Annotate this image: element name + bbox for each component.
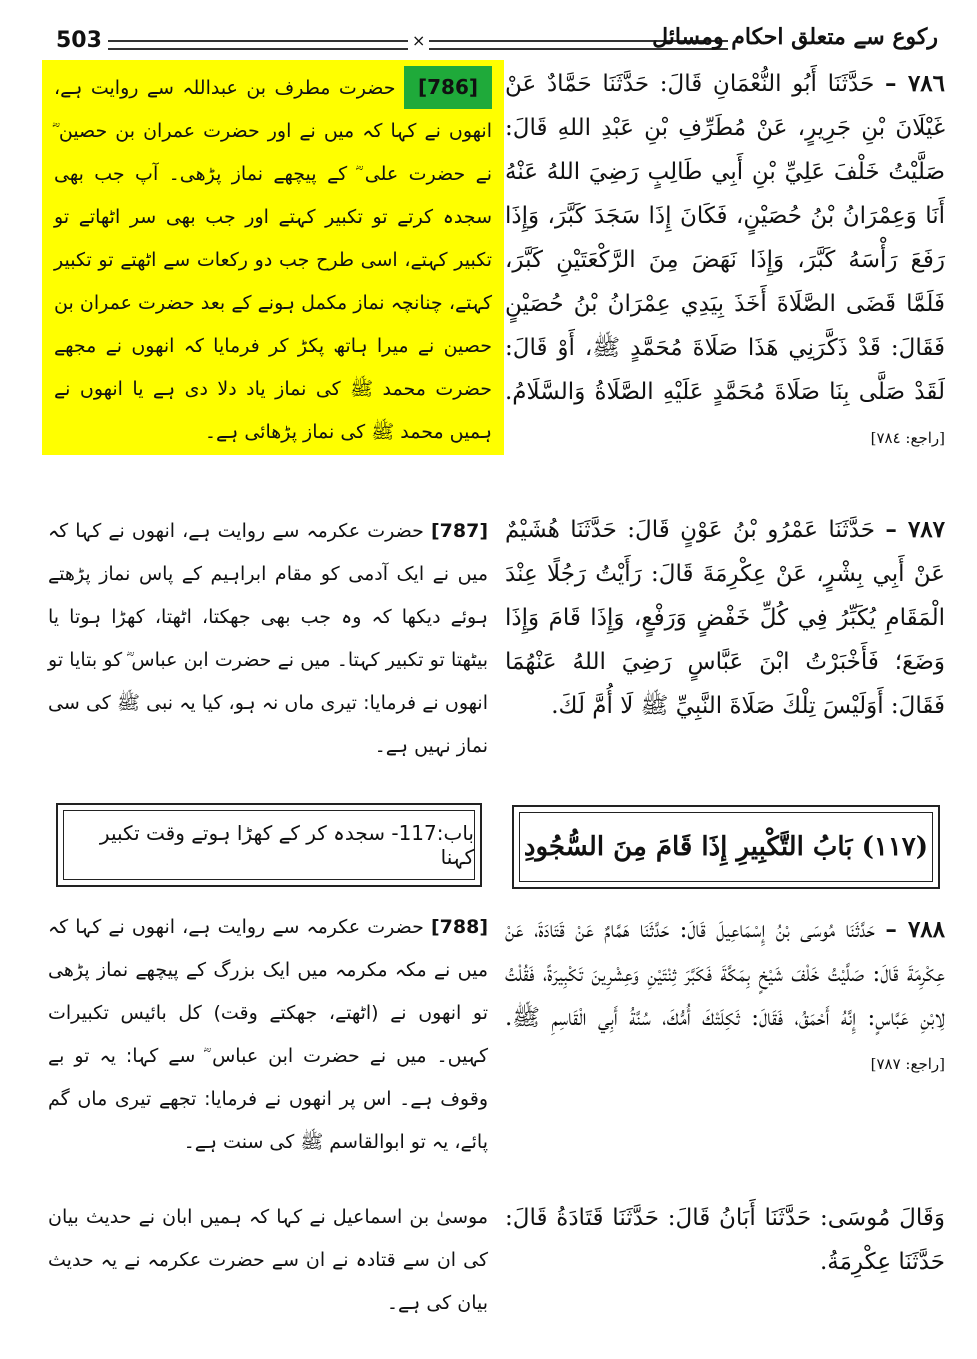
hadith-translation: حضرت مطرف بن عبداللہ سے روایت ہے، انھوں نے کہا کہ میں نے اور حضرت عمران بن حصین ؓ نے حضرت علی ؓ کے پیچھے نماز پڑھی۔ آپ جب بھی سجدہ کرتے تو تکبیر کہتے اور جب بھی سر اٹھاتے تو تکبیر کہتے، اسی طرح جب دو رکعات سے اٹھتے تو تکبیر کہتے، چنانچہ نماز مکمل ہونے کے بعد حضرت عمران بن حصین نے میرا ہاتھ پکڑ کر فرمایا کہ انھوں نے مجھے حضرت محمد ﷺ کی نماز یاد دلا دی ہے یا انھوں نے ہمیں محمد ﷺ کی نماز پڑھائی ہے۔ [54, 77, 492, 443]
chapter-heading-text: (١١٧) بَابُ التَّكْبِيرِ إِذَا قَامَ مِنَ السُّجُودِ [519, 812, 933, 882]
hadith-number: ٧٨٨ – [885, 916, 945, 943]
hadith-text: حَدَّثَنَا عَمْرُو بْنُ عَوْنٍ قَالَ: حَدَّثَنَا هُشَيْمٌ عَنْ أَبِي بِشْرٍ، عَنْ عِكْرِمَةَ قَالَ: رَأَيْتُ رَجُلًا عِنْدَ الْمَقَامِ يُكَبِّرُ فِي كُلِّ خَفْضٍ وَرَفْعٍ، وَإِذَا قَامَ وَإِذَا وَضَعَ؛ فَأَخْبَرْتُ ابْنَ عَبَّاسٍ رَضِيَ اللهُ عَنْهُمَا فَقَالَ: أَوَلَيْسَ تِلْكَ صَلَاةَ النَّبِيِّ ﷺ لَا أُمَّ لَكَ. [505, 517, 945, 719]
mualaq-text: وَقَالَ مُوسَى: حَدَّثَنَا أَبَانُ قَالَ: حَدَّثَنَا قَتَادَةُ قَالَ: حَدَّثَنَا عِكْرِمَةُ. [505, 1205, 945, 1275]
hadith-786-arabic [505, 62, 945, 460]
hadith-number-badge: [786] [404, 66, 492, 109]
hadith-translation: حضرت عکرمہ سے روایت ہے، انھوں نے کہا کہ میں نے ایک آدمی کو مقام ابراہیم کے پاس نماز پڑھتے ہوئے دیکھا کہ وہ جب بھی جھکتا، اٹھتا، کھڑا ہوتا یا بیٹھتا تو تکبیر کہتا۔ میں نے حضرت ابن عباس ؓ کو بتایا تو انھوں نے فرمایا: تیری ماں نہ ہو، کیا یہ نبی ﷺ کی سی نماز نہیں ہے۔ [48, 520, 488, 757]
hadith-787-urdu [48, 510, 488, 768]
chapter-heading-urdu [56, 803, 482, 887]
hadith-788-arabic [505, 908, 945, 1086]
hadith-786-urdu [42, 60, 504, 455]
hadith-text: حَدَّثَنَا مُوسَى بْنُ إِسْمَاعِيلَ قَالَ: حَدَّثَنَا هَمَّامٌ عَنْ قَتَادَةَ، عَنْ عِكْرِمَةَ قَالَ: صَلَّيْتُ خَلْفَ شَيْخٍ بِمَكَّةَ فَكَبَّرَ ثِنْتَيْنِ وَعِشْرِينَ تَكْبِيرَةً، فَقُلْتُ لِابْنِ عَبَّاسٍ: إِنَّهُ أَحْمَقُ، فَقَالَ: ثَكِلَتْكَ أُمُّكَ، سُنَّةُ أَبِي الْقَاسِمِ ﷺ. [505, 917, 945, 1031]
hadith-787-arabic [505, 508, 945, 728]
hadith-number: ٧٨٦ – [885, 70, 945, 97]
hadith-translation: حضرت عکرمہ سے روایت ہے، انھوں نے کہا کہ میں نے مکہ مکرمہ میں ایک بزرگ کے پیچھے نماز پڑھی تو انھوں نے (اٹھتے، جھکتے وقت) کل بائیس تکبیرات کہیں۔ میں نے حضرت ابن عباس ؓ سے کہا: یہ تو بے وقوف ہے۔ اس پر انھوں نے فرمایا: تجھے تیری ماں گم پائے، یہ تو ابوالقاسم ﷺ کی سنت ہے۔ [48, 916, 488, 1153]
page-header [38, 22, 938, 62]
chapter-title: رکوع سے متعلق احکام ومسائل [652, 24, 938, 50]
mualaq-translation: موسیٰ بن اسماعیل نے کہا کہ ہمیں ابان نے حدیث بیان کی ان سے قتادہ نے ان سے حضرت عکرمہ نے یہ حدیث بیان کی ہے۔ [48, 1206, 488, 1314]
hadith-reference: [راجع: ٧٨٧] [870, 1055, 945, 1073]
hadith-text: حَدَّثَنَا أَبُو النُّعْمَانِ قَالَ: حَدَّثَنَا حَمَّادٌ عَنْ غَيْلَانَ بْنِ جَرِيرٍ، عَنْ مُطَرِّفِ بْنِ عَبْدِ اللهِ قَالَ: صَلَّيْتُ خَلْفَ عَلِيِّ بْنِ أَبِي طَالِبٍ رَضِيَ اللهُ عَنْهُ أَنَا وَعِمْرَانُ بْنُ حُصَيْنٍ، فَكَانَ إِذَا سَجَدَ كَبَّرَ، وَإِذَا رَفَعَ رَأْسَهُ كَبَّرَ، وَإِذَا نَهَضَ مِنَ الرَّكْعَتَيْنِ كَبَّرَ، فَلَمَّا قَضَى الصَّلَاةَ أَخَذَ بِيَدِي عِمْرَانُ بْنُ حُصَيْنٍ فَقَالَ: قَدْ ذَكَّرَنِي هَذَا صَلَاةَ مُحَمَّدٍ ﷺ، أَوْ قَالَ: لَقَدْ صَلَّى بِنَا صَلَاةَ مُحَمَّدٍ عَلَيْهِ الصَّلَاةُ وَالسَّلَامُ. [505, 71, 945, 405]
page-number: 503 [56, 28, 102, 53]
header-rule: × [108, 40, 728, 50]
hadith-number: ٧٨٧ – [885, 516, 945, 543]
chapter-heading-text: باب:117- سجدہ کر کے کھڑا ہوتے وقت تکبیر کہنا [63, 810, 475, 880]
hadith-788-urdu [48, 906, 488, 1164]
mualaq-urdu [48, 1196, 488, 1325]
hadith-number: [787] [430, 520, 488, 542]
hadith-reference: [راجع: ٧٨٤] [870, 429, 945, 447]
mualaq-arabic [505, 1196, 945, 1284]
hadith-number: [788] [430, 916, 488, 938]
chapter-heading-arabic [512, 805, 940, 889]
